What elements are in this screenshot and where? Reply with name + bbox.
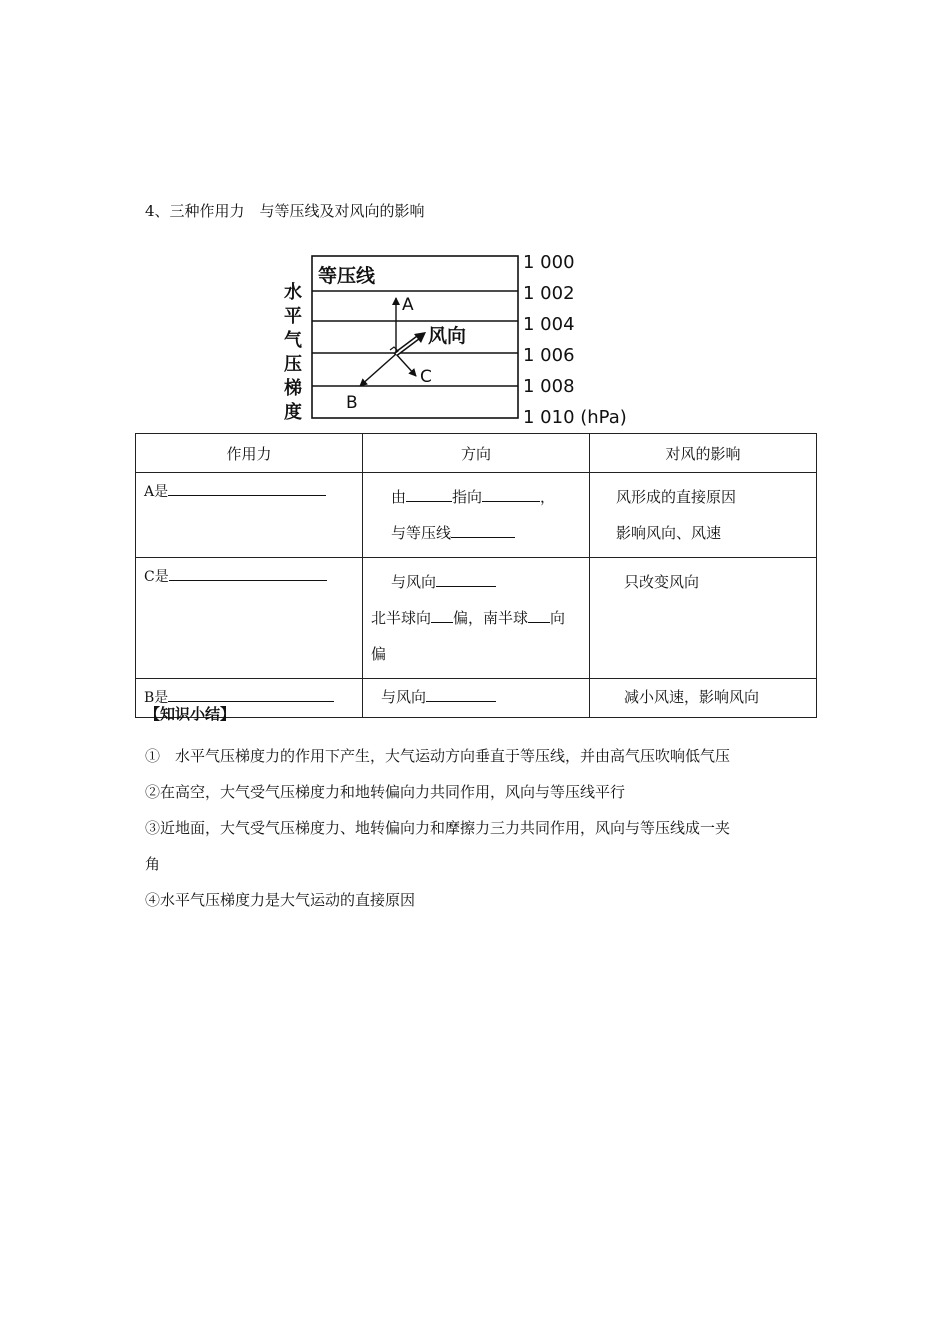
direction-text: 北半球向 — [371, 609, 432, 627]
wind-direction-label: 风向 — [428, 325, 467, 347]
pressure-label: 1 004 — [523, 314, 575, 335]
pressure-label: 1 008 — [523, 376, 575, 397]
force-a-name: A是 — [144, 484, 169, 500]
section-heading: 4、三种作用力 与等压线及对风向的影响 — [145, 202, 425, 220]
direction-text: ， — [540, 488, 556, 506]
answer-blank[interactable] — [431, 606, 453, 623]
force-cell — [136, 558, 363, 679]
summary-item: ③近地面，大气受气压梯度力、地转偏向力和摩擦力三力共同作用，风向与等压线成一夹 — [145, 819, 731, 837]
pressure-label: 1 002 — [523, 283, 575, 304]
direction-cell — [363, 473, 590, 558]
effect-text: 减小风速，影响风向 — [624, 688, 760, 706]
summary-item: ②在高空，大气受气压梯度力和地转偏向力共同作用，风向与等压线平行 — [145, 783, 626, 801]
direction-text: 与风向 — [391, 573, 437, 591]
effect-text: 风形成的直接原因 — [616, 488, 737, 506]
table-row — [136, 473, 817, 558]
answer-blank[interactable] — [426, 685, 496, 702]
summary-item: 角 — [145, 855, 161, 873]
direction-text: 与风向 — [381, 688, 427, 706]
gradient-label-char: 水 — [284, 282, 302, 303]
force-cell — [136, 473, 363, 558]
answer-blank[interactable] — [482, 485, 540, 502]
knowledge-summary — [145, 703, 730, 918]
force-b-name: B是 — [144, 690, 169, 706]
table-header-row — [136, 434, 817, 473]
gradient-label-char: 平 — [284, 306, 302, 327]
header-force: 作用力 — [136, 434, 363, 473]
pressure-label: 1 006 — [523, 345, 575, 366]
answer-blank[interactable] — [168, 479, 326, 496]
force-b-label: B — [346, 393, 358, 413]
effect-cell — [590, 558, 817, 679]
forces-table — [135, 433, 817, 718]
direction-cell — [363, 558, 590, 679]
force-a-label: A — [402, 295, 414, 315]
effect-text: 影响风向、风速 — [616, 524, 722, 542]
direction-text: 指向 — [452, 488, 483, 506]
direction-text: 偏，南半球 — [453, 609, 529, 627]
answer-blank[interactable] — [436, 570, 496, 587]
pressure-label: 1 000 — [523, 252, 575, 273]
header-effect: 对风的影响 — [590, 434, 817, 473]
effect-cell — [590, 473, 817, 558]
answer-blank[interactable] — [168, 685, 334, 702]
isobar-label: 等压线 — [318, 265, 376, 287]
direction-text: 与等压线 — [391, 524, 452, 542]
isobar-diagram — [280, 248, 650, 428]
force-c-label: C — [420, 367, 432, 387]
gradient-label-char: 压 — [284, 354, 302, 375]
answer-blank[interactable] — [528, 606, 550, 623]
summary-title: 【知识小结】 — [145, 705, 236, 723]
direction-text: 向 — [550, 609, 566, 627]
gradient-label-char: 度 — [284, 402, 302, 423]
wind-arrow-shaft-inner — [396, 336, 420, 354]
summary-item: ① 水平气压梯度力的作用下产生，大气运动方向垂直于等压线，并由高气压吹响低气压 — [145, 747, 731, 765]
force-b-arrow — [360, 354, 396, 386]
effect-text: 只改变风向 — [624, 573, 700, 591]
gradient-label-char: 梯 — [284, 378, 302, 399]
answer-blank[interactable] — [451, 521, 515, 538]
header-direction: 方向 — [363, 434, 590, 473]
direction-text: 由 — [391, 488, 407, 506]
pressure-label: 1 010 (hPa) — [523, 407, 627, 428]
force-c-arrow — [396, 354, 416, 376]
answer-blank[interactable] — [169, 564, 327, 581]
direction-text: 偏 — [371, 645, 387, 663]
gradient-label-char: 气 — [284, 330, 302, 351]
isobar-diagram-svg — [280, 248, 650, 428]
table-row — [136, 558, 817, 679]
summary-item: ④水平气压梯度力是大气运动的直接原因 — [145, 891, 416, 909]
answer-blank[interactable] — [406, 485, 452, 502]
force-c-name: C是 — [144, 569, 169, 585]
